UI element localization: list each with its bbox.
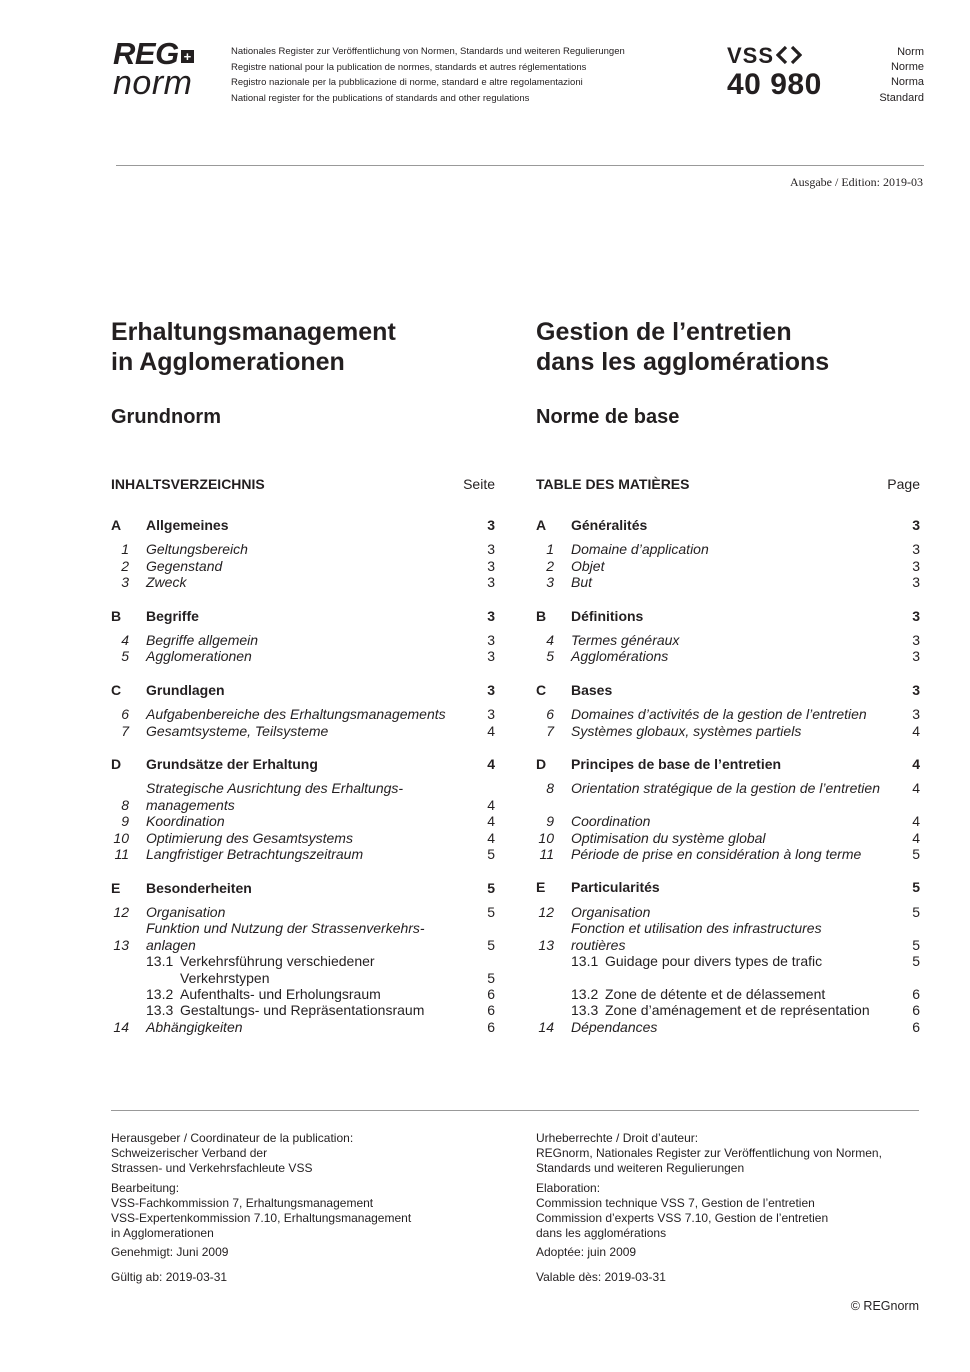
entry-page: 5 (912, 936, 920, 953)
subentry-number: 13.2 (571, 985, 599, 1002)
vss-standard-id (727, 44, 822, 102)
entry-number: 14 (113, 1018, 129, 1035)
section-page: 3 (487, 607, 495, 624)
entry-title-line2: routières (571, 936, 626, 953)
entry-page: 3 (487, 541, 495, 558)
entry-page: 4 (487, 829, 495, 846)
valid-fr: Valable dès: 2019-03-31 (536, 1269, 666, 1284)
title-fr-line2: dans les agglomérations (536, 348, 830, 376)
footer-divider (111, 1110, 919, 1111)
section-letter: A (536, 517, 547, 533)
entry-page: 3 (912, 632, 920, 649)
entry-title: Aufgabenbereiche des Erhaltungsmanagements (146, 706, 446, 723)
section-letter: D (111, 756, 122, 773)
entry-number: 9 (121, 813, 129, 830)
entry-title (571, 920, 900, 953)
entry-title-line1: Verkehrsführung verschiedener (180, 953, 375, 970)
vss-chevron-icon (776, 45, 802, 65)
entry-title: Optimisation du système global (571, 829, 766, 846)
publisher-fr-0: Urheberrechte / Droit d’auteur: (536, 1131, 699, 1145)
entry-title-text: Guidage pour divers types de trafic (605, 953, 823, 970)
entry-title: Agglomerationen (146, 648, 252, 665)
entry-page: 4 (912, 780, 920, 797)
edition-label: Ausgabe / Edition: 2019-03 (790, 175, 923, 189)
entry-number: 8 (546, 780, 554, 797)
toc-entry (536, 830, 920, 846)
entry-title: Période de prise en considération à long terme (571, 846, 862, 863)
toc-entry (111, 780, 495, 813)
entry-title: Orientation stratégique de la gestion de l’entretien (571, 780, 880, 797)
entry-title: Gesamtsysteme, Teilsysteme (146, 722, 329, 739)
doc-type-fr: Norme (890, 61, 924, 74)
entry-title (571, 986, 900, 1002)
logo-bottom-text: norm (113, 64, 193, 102)
toc-entry (536, 846, 920, 862)
toc-entry (536, 632, 920, 648)
section-title: Grundlagen (146, 681, 225, 698)
entry-title: Organisation (571, 903, 651, 920)
register-line-de: Nationales Register zur Veröffentlichung von Normen, Standards und weiteren Regulierungen (231, 46, 625, 57)
entry-title: Langfristiger Betrachtungszeitraum (146, 846, 364, 863)
entry-page: 3 (487, 706, 495, 723)
entry-number: 2 (121, 557, 129, 574)
subtitle-de: Grundnorm (111, 406, 221, 428)
entry-page: 6 (912, 985, 920, 1002)
toc-de (111, 476, 495, 1052)
entry-title: Agglomérations (571, 648, 669, 665)
vss-number: 40 980 (727, 68, 822, 101)
section-letter: C (111, 681, 122, 698)
section-page: 3 (912, 607, 920, 624)
toc-entry (111, 920, 495, 953)
toc-section (536, 517, 920, 591)
section-letter: B (536, 607, 547, 624)
section-page: 3 (912, 681, 920, 698)
section-page: 3 (487, 681, 495, 698)
entry-title: Objet (571, 557, 605, 574)
section-heading-row (536, 517, 920, 533)
publisher-fr-2: Standards und weiteren Regulierungen (536, 1161, 745, 1176)
entry-page: 5 (487, 903, 495, 920)
editing-de-3: in Agglomerationen (111, 1226, 214, 1241)
register-description (231, 44, 625, 106)
entry-page: 3 (912, 541, 920, 558)
section-letter: D (536, 756, 547, 773)
section-title: Begriffe (146, 607, 199, 624)
entry-page: 4 (912, 829, 920, 846)
entry-title: Geltungsbereich (146, 541, 248, 558)
entry-title-line2: managements (146, 796, 235, 813)
toc-entry (111, 723, 495, 739)
entry-page: 6 (912, 1018, 920, 1035)
entry-number: 5 (546, 648, 554, 665)
entry-number: 11 (539, 846, 554, 863)
editing-de-0: Bearbeitung: (111, 1180, 180, 1195)
section-heading-row (111, 880, 495, 896)
doc-type-en: Standard (879, 91, 924, 104)
toc-entry (111, 648, 495, 664)
toc-entry (536, 574, 920, 590)
entry-title: Dépendances (571, 1018, 658, 1035)
entry-number: 5 (121, 648, 129, 665)
entry-title: Coordination (571, 813, 651, 830)
section-title: Allgemeines (146, 517, 229, 533)
toc-section (536, 608, 920, 665)
toc-entry (536, 920, 920, 953)
section-title: Particularités (571, 879, 660, 896)
entry-title-text: Gestaltungs- und Repräsentationsraum (180, 1002, 425, 1019)
entry-title-line1: Funktion und Nutzung der Strassenverkehrs- (146, 920, 425, 937)
entry-page: 5 (912, 846, 920, 863)
toc-entry (111, 558, 495, 574)
entry-number: 1 (121, 541, 129, 558)
title-de (111, 317, 396, 377)
entry-page: 6 (487, 1002, 495, 1019)
swiss-cross-icon: + (181, 50, 194, 63)
entry-page: 4 (912, 813, 920, 830)
entry-title: Domaine d’application (571, 541, 709, 558)
toc-entry (111, 904, 495, 920)
vss-brand: VSS (727, 43, 775, 68)
approved-fr: Adoptée: juin 2009 (536, 1245, 637, 1260)
publisher-fr-1: REGnorm, Nationales Register zur Veröffentlichung von Normen, (536, 1146, 882, 1161)
publisher-de-2: Strassen- und Verkehrsfachleute VSS (111, 1161, 313, 1176)
entry-number: 4 (546, 632, 554, 649)
editing-fr-1: Commission technique VSS 7, Gestion de l’entretien (536, 1195, 815, 1210)
valid-de: Gültig ab: 2019-03-31 (111, 1269, 228, 1284)
entry-number (536, 986, 571, 1002)
entry-page: 5 (912, 903, 920, 920)
entry-title: But (571, 574, 593, 591)
toc-heading-de: INHALTSVERZEICHNIS (111, 476, 265, 492)
entry-page: 3 (912, 557, 920, 574)
entry-title (146, 986, 475, 1002)
section-page: 4 (912, 756, 920, 773)
entry-title: Abhängigkeiten (146, 1018, 243, 1035)
entry-number (111, 1002, 146, 1018)
entry-number: 7 (546, 722, 554, 739)
toc-entry (536, 986, 920, 1002)
editing-de-1: VSS-Fachkommission 7, Erhaltungsmanagement (111, 1195, 374, 1210)
publisher-de-1: Schweizerischer Verband der (111, 1146, 268, 1161)
editing-de-2: VSS-Expertenkommission 7.10, Erhaltungsmanagement (111, 1211, 412, 1226)
toc-entry (111, 574, 495, 590)
entry-number: 13 (113, 936, 129, 953)
toc-entry (536, 1019, 920, 1035)
header-divider (116, 165, 924, 166)
entry-number: 6 (121, 706, 129, 723)
toc-entry (111, 830, 495, 846)
entry-title (146, 953, 475, 986)
entry-page: 3 (487, 557, 495, 574)
toc-entry (536, 723, 920, 739)
register-line-fr: Registre national pour la publication de normes, standards et autres réglementations (231, 61, 587, 73)
entry-page: 5 (912, 953, 920, 970)
section-heading-row (536, 682, 920, 698)
entry-number (536, 953, 571, 969)
section-page: 5 (912, 879, 920, 896)
entry-title (571, 1002, 900, 1018)
section-title: Besonderheiten (146, 879, 252, 896)
section-title: Principes de base de l’entretien (571, 756, 782, 773)
toc-entry (111, 986, 495, 1002)
page-label-de: Seite (463, 476, 495, 492)
subentry-number: 13.2 (146, 985, 174, 1002)
section-letter: A (111, 517, 122, 533)
entry-number: 12 (538, 903, 554, 920)
copyright: © REGnorm (850, 1299, 919, 1313)
entry-page: 6 (487, 1018, 495, 1035)
entry-page: 6 (487, 985, 495, 1002)
register-line-en: National register for the publications of standards and other regulations (231, 92, 530, 104)
toc-section (111, 682, 495, 739)
section-heading-row (536, 608, 920, 624)
entry-number: 14 (538, 1018, 554, 1035)
section-page: 5 (487, 879, 495, 896)
entry-number: 9 (546, 813, 554, 830)
entry-page: 3 (487, 574, 495, 591)
subentry-number: 13.1 (146, 953, 174, 970)
entry-number: 7 (121, 722, 129, 739)
toc-entry (111, 541, 495, 557)
regnorm-logo (113, 36, 213, 102)
entry-title-text: Zone d’aménagement et de représentation (605, 1002, 870, 1019)
section-heading-row (111, 756, 495, 772)
entry-page: 3 (912, 574, 920, 591)
editing-fr-0: Elaboration: (536, 1180, 601, 1195)
toc-entry (536, 953, 920, 969)
entry-title-line2: anlagen (146, 936, 196, 953)
section-title: Définitions (571, 607, 644, 624)
entry-number (536, 1002, 571, 1018)
entry-title: Organisation (146, 903, 226, 920)
entry-title-line1: Fonction et utilisation des infrastructures (571, 920, 822, 937)
toc-entry (536, 813, 920, 829)
toc-entry (111, 846, 495, 862)
entry-page: 4 (912, 722, 920, 739)
section-letter: E (536, 879, 546, 896)
entry-title: Gegenstand (146, 557, 223, 574)
toc-entry (536, 541, 920, 557)
entry-title-text: Aufenthalts- und Erholungsraum (180, 985, 381, 1002)
toc-section (111, 517, 495, 591)
section-heading-row (111, 517, 495, 533)
toc-entry (111, 1002, 495, 1018)
publisher-de-0: Herausgeber / Coordinateur de la publication: (111, 1131, 354, 1145)
editing-fr-2: Commission d’experts VSS 7.10, Gestion de l’entretien (536, 1211, 829, 1226)
toc-entry (111, 1019, 495, 1035)
entry-title: Systèmes globaux, systèmes partiels (571, 722, 802, 739)
title-de-line1: Erhaltungsmanagement (111, 318, 396, 346)
section-letter: C (536, 681, 547, 698)
entry-number (111, 986, 146, 1002)
entry-page: 3 (487, 632, 495, 649)
section-letter: B (111, 607, 122, 624)
toc-entry (111, 813, 495, 829)
toc-entry (536, 904, 920, 920)
title-fr-line1: Gestion de l’entretien (536, 318, 792, 346)
approved-de: Genehmigt: Juni 2009 (111, 1245, 229, 1260)
entry-page: 6 (912, 1002, 920, 1019)
entry-number: 4 (121, 632, 129, 649)
entry-number: 12 (113, 903, 129, 920)
toc-heading-fr: TABLE DES MATIÈRES (536, 476, 690, 492)
doc-type-it: Norma (890, 76, 924, 89)
entry-number: 11 (114, 846, 129, 863)
section-heading-row (111, 608, 495, 624)
toc-entry (111, 706, 495, 722)
entry-title: Domaines d’activités de la gestion de l’entretien (571, 706, 867, 723)
section-title: Bases (571, 681, 613, 698)
section-page: 4 (487, 756, 495, 773)
doc-type-de: Norm (897, 46, 924, 58)
toc-fr (536, 476, 920, 1052)
title-de-line2: in Agglomerationen (111, 348, 345, 376)
toc-entry (111, 632, 495, 648)
toc-entry (536, 1002, 920, 1018)
entry-page: 5 (487, 846, 495, 863)
toc-section (536, 682, 920, 739)
logo-top-text: REG (113, 36, 179, 71)
subtitle-fr: Norme de base (536, 406, 680, 428)
entry-title: Optimierung des Gesamtsystems (146, 829, 353, 846)
entry-title-line2: Verkehrstypen (180, 969, 270, 986)
register-line-it: Registro nazionale per la pubblicazione di norme, standard e altre regolamentazioni (231, 77, 583, 88)
toc-entry (536, 558, 920, 574)
toc-entry (536, 780, 920, 796)
footer-fr (536, 1131, 936, 1289)
page-label-fr: Page (887, 476, 920, 492)
entry-title (146, 920, 475, 953)
toc-section (536, 756, 920, 862)
footer-de (111, 1131, 511, 1289)
entry-page: 3 (487, 648, 495, 665)
toc-entry (536, 648, 920, 664)
section-heading-row (536, 756, 920, 772)
entry-title-text: Zone de détente et de délassement (605, 985, 826, 1002)
entry-number: 3 (121, 574, 129, 591)
entry-number: 1 (546, 541, 554, 558)
entry-page: 5 (487, 969, 495, 986)
entry-page: 3 (912, 706, 920, 723)
title-fr (536, 317, 829, 377)
subentry-number: 13.3 (571, 1002, 599, 1019)
entry-title (571, 953, 900, 969)
toc-section (111, 756, 495, 862)
entry-page: 4 (487, 722, 495, 739)
entry-title: Koordination (146, 813, 225, 830)
entry-title (146, 1002, 475, 1018)
entry-number: 2 (546, 557, 554, 574)
entry-title: Zweck (146, 574, 187, 591)
entry-page: 4 (487, 796, 495, 813)
subentry-number: 13.1 (571, 953, 599, 970)
section-heading-row (536, 879, 920, 895)
toc-entry (536, 706, 920, 722)
toc-entry (111, 953, 495, 986)
toc-section (111, 608, 495, 665)
section-page: 3 (487, 517, 495, 533)
document-type (879, 45, 924, 106)
entry-number: 3 (546, 574, 554, 591)
entry-title (146, 780, 475, 813)
entry-number: 13 (538, 936, 554, 953)
entry-number: 10 (113, 829, 129, 846)
section-title: Généralités (571, 517, 648, 533)
subentry-number: 13.3 (146, 1002, 174, 1019)
section-letter: E (111, 879, 121, 896)
entry-page: 3 (912, 648, 920, 665)
entry-title: Termes généraux (571, 632, 680, 649)
toc-section (536, 879, 920, 1035)
entry-page: 4 (487, 813, 495, 830)
entry-page: 5 (487, 936, 495, 953)
entry-title-line1: Strategische Ausrichtung des Erhaltungs- (146, 780, 404, 797)
entry-number: 6 (546, 706, 554, 723)
toc-section (111, 880, 495, 1036)
editing-fr-3: dans les agglomérations (536, 1226, 667, 1241)
entry-number: 10 (538, 829, 554, 846)
section-title: Grundsätze der Erhaltung (146, 756, 318, 773)
section-heading-row (111, 682, 495, 698)
section-page: 3 (912, 517, 920, 533)
entry-number: 8 (121, 796, 129, 813)
entry-title: Begriffe allgemein (146, 632, 259, 649)
